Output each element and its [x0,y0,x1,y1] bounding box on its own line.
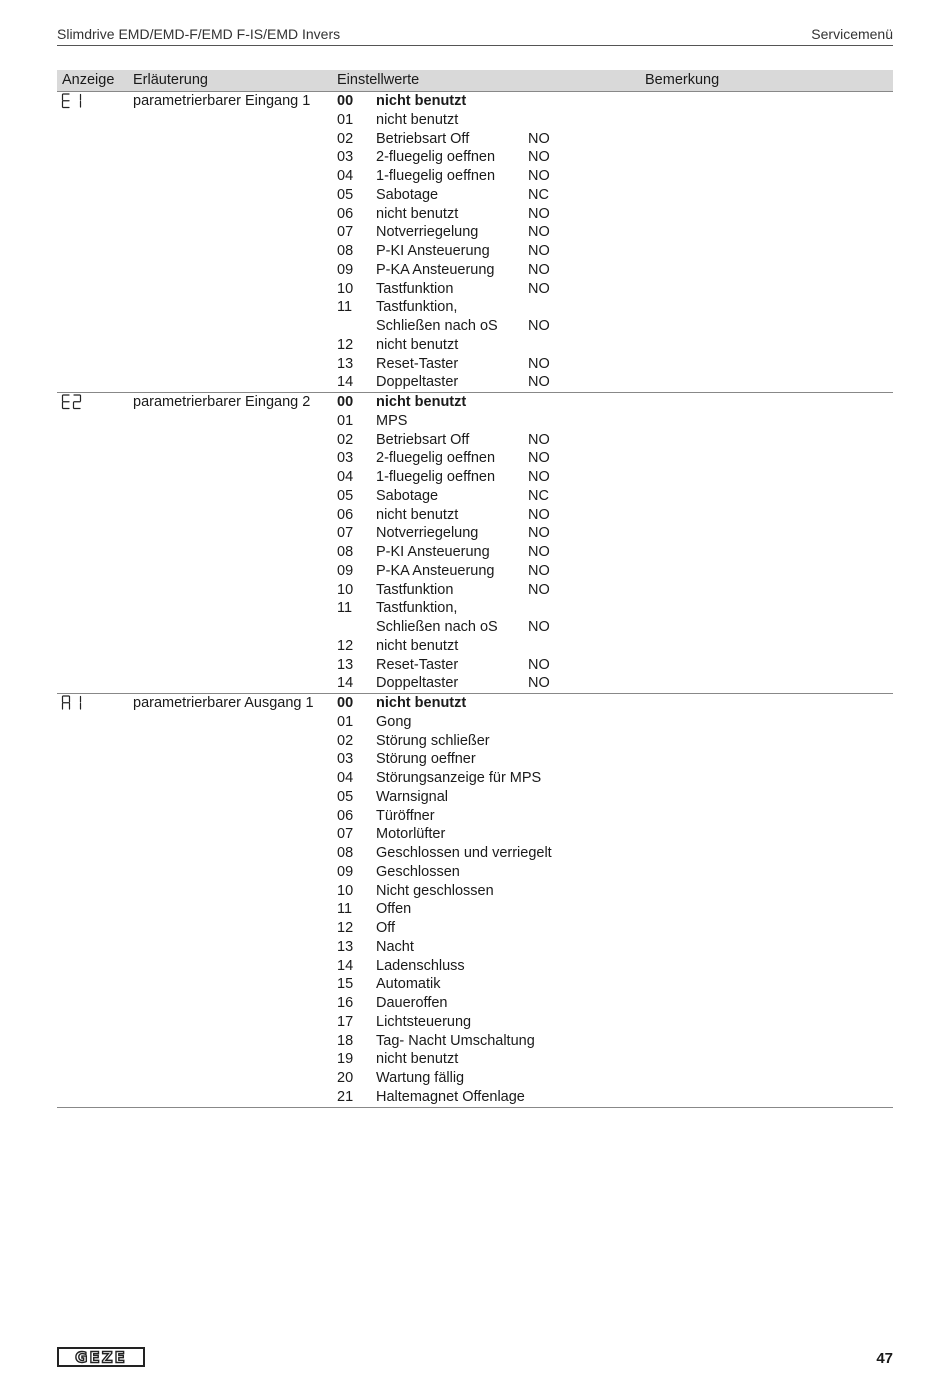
setting-label: P-KI Ansteuerung [376,243,490,259]
setting-label: Reset-Taster [376,656,459,673]
setting-label: nicht benutzt [376,637,459,654]
table-row [57,111,893,130]
setting-code: 09 [337,863,354,880]
contact-type: NO [528,374,550,391]
table-row [57,694,893,713]
setting-code: 13 [337,355,354,372]
setting-code: 00 [337,93,354,109]
section-title: Servicemenü [811,26,893,42]
contact-type: NO [528,205,550,222]
setting-code: 12 [337,336,354,353]
setting-label: Wartung fällig [376,1070,465,1086]
setting-code: 12 [337,920,354,936]
setting-label: nicht benutzt [376,336,459,353]
setting-label: Tastfunktion, [376,600,458,617]
table-row [57,242,893,261]
table-row [57,317,893,336]
setting-code: 03 [337,751,354,768]
table-row [57,618,893,637]
document-title: Slimdrive EMD/EMD-F/EMD F-IS/EMD Invers [57,26,341,42]
setting-label: Tastfunktion [376,581,454,598]
table-row [57,336,893,355]
setting-code: 14 [337,374,354,391]
table-row [57,524,893,543]
setting-code: 07 [337,525,354,542]
setting-code: 10 [337,280,354,297]
table-row [57,732,893,751]
table-row [57,186,893,205]
setting-label: Geschlossen [376,863,460,880]
contact-type: NO [528,525,550,542]
setting-code: 12 [337,637,354,654]
setting-label: Warnsignal [376,788,448,805]
setting-label: Nicht geschlossen [376,882,494,899]
parameter-group [57,92,893,393]
seven-segment-icon [61,393,83,410]
setting-code: 05 [337,186,354,203]
setting-code: 13 [337,656,354,673]
table-row [57,863,893,882]
setting-code: 20 [337,1070,354,1086]
contact-type: NO [528,224,550,241]
setting-code: 04 [337,469,354,485]
table-row [57,298,893,317]
table-row [57,994,893,1013]
setting-label: Automatik [376,976,441,993]
table-row [57,975,893,994]
table-row [57,205,893,224]
table-row [57,788,893,807]
table-row [57,355,893,374]
table-row [57,393,893,412]
setting-code: 08 [337,845,354,861]
table-row [57,1069,893,1088]
table-row [57,599,893,618]
contact-type: NO [528,506,550,523]
setting-label: Betriebsart Off [376,431,470,448]
setting-code: 05 [337,487,354,504]
setting-label: Motorlüfter [376,826,446,843]
column-header-anzeige: Anzeige [62,72,115,88]
setting-label: Haltemagnet Offenlage [376,1088,525,1105]
table-row [57,844,893,863]
contact-type: NO [528,619,550,635]
setting-label: Störung schließer [376,732,490,749]
table-row [57,637,893,656]
column-header-erlaeuterung: Erläuterung [133,72,208,88]
contact-type: NO [528,562,550,579]
table-row [57,713,893,732]
setting-label: Sabotage [376,487,439,504]
setting-label: nicht benutzt [376,205,459,222]
table-row [57,882,893,901]
contact-type: NC [528,487,549,504]
setting-label: Notverriegelung [376,525,479,542]
setting-label: Störung oeffner [376,751,476,768]
table-header [57,70,893,92]
page-number: 47 [876,1350,893,1367]
setting-code: 10 [337,581,354,598]
setting-code: 11 [337,901,353,918]
parameter-group [57,393,893,694]
setting-code: 01 [337,713,354,730]
table-row [57,449,893,468]
contact-type: NO [528,280,550,297]
setting-label: nicht benutzt [376,111,459,128]
contact-type: NO [528,450,550,467]
setting-code: 14 [337,675,354,692]
table-row [57,543,893,562]
setting-code: 08 [337,544,354,560]
table-row [57,656,893,675]
setting-label: nicht benutzt [376,394,467,410]
parameter-description: parametrierbarer Ausgang 1 [133,695,314,711]
setting-label: Sabotage [376,186,439,203]
setting-label: Off [376,920,396,936]
setting-code: 11 [337,600,353,617]
setting-code: 04 [337,770,354,786]
setting-code: 19 [337,1051,354,1068]
setting-code: 02 [337,732,354,749]
contact-type: NO [528,168,550,184]
setting-label: P-KA Ansteuerung [376,261,495,278]
contact-type: NO [528,656,550,673]
svg-text:GEZE: GEZE [75,1348,127,1367]
setting-label: 1-fluegelig oeffnen [376,469,496,485]
setting-label: 2-fluegelig oeffnen [376,450,496,467]
table-row [57,674,893,693]
table-row [57,412,893,431]
setting-code: 13 [337,938,354,955]
table-row [57,807,893,826]
setting-code: 16 [337,995,354,1011]
setting-code: 15 [337,976,354,993]
setting-label: Betriebsart Off [376,130,470,147]
parameter-description: parametrierbarer Eingang 1 [133,93,311,109]
setting-label: Störungsanzeige für MPS [376,770,542,786]
table-row [57,280,893,299]
setting-label: Lichtsteuerung [376,1013,472,1030]
table-row [57,957,893,976]
setting-code: 14 [337,957,354,974]
setting-code: 02 [337,130,354,147]
column-header-einstellwerte: Einstellwerte [337,72,420,88]
table-row [57,130,893,149]
table-row [57,167,893,186]
geze-logo [57,1347,145,1367]
table-row [57,825,893,844]
contact-type: NO [528,355,550,372]
setting-label: Daueroffen [376,995,448,1011]
setting-label: Türöffner [376,807,435,824]
setting-code: 02 [337,431,354,448]
setting-label: Schließen nach oS [376,619,498,635]
contact-type: NO [528,431,550,448]
setting-code: 01 [337,111,354,128]
table-row [57,938,893,957]
setting-label: 1-fluegelig oeffnen [376,168,496,184]
table-row [57,1032,893,1051]
setting-label: Nacht [376,938,414,955]
seven-segment-icon [61,92,83,109]
setting-label: Doppeltaster [376,675,459,692]
contact-type: NO [528,675,550,692]
parameter-group [57,694,893,1108]
setting-label: 2-fluegelig oeffnen [376,149,496,166]
setting-label: Ladenschluss [376,957,465,974]
table-row [57,1013,893,1032]
table-row [57,1088,893,1107]
setting-label: Offen [376,901,412,918]
page-header [57,25,893,46]
table-row [57,562,893,581]
table-row [57,487,893,506]
table-row [57,581,893,600]
setting-label: Geschlossen und verriegelt [376,845,552,861]
seven-segment-icon [61,694,83,711]
setting-code: 05 [337,788,354,805]
contact-type: NO [528,581,550,598]
table-row [57,261,893,280]
setting-label: Doppeltaster [376,374,459,391]
contact-type: NO [528,544,550,560]
setting-label: Tag- Nacht Umschaltung [376,1032,535,1049]
setting-label: nicht benutzt [376,1051,459,1068]
table-row [57,919,893,938]
setting-label: Tastfunktion, [376,299,458,316]
table-row [57,769,893,788]
contact-type: NC [528,186,549,203]
contact-type: NO [528,261,550,278]
setting-code: 06 [337,807,354,824]
setting-code: 00 [337,394,354,410]
table-row [57,148,893,167]
setting-label: P-KA Ansteuerung [376,562,495,579]
setting-code: 11 [337,299,353,316]
setting-code: 03 [337,149,354,166]
setting-code: 10 [337,882,354,899]
setting-code: 17 [337,1013,354,1030]
parameter-description: parametrierbarer Eingang 2 [133,394,311,410]
setting-code: 04 [337,168,354,184]
setting-code: 21 [337,1088,354,1105]
table-row [57,506,893,525]
setting-label: nicht benutzt [376,93,467,109]
contact-type: NO [528,130,550,147]
contact-type: NO [528,243,550,259]
setting-code: 18 [337,1032,354,1049]
setting-label: P-KI Ansteuerung [376,544,490,560]
column-header-bemerkung: Bemerkung [645,72,720,88]
table-row [57,900,893,919]
setting-label: Tastfunktion [376,280,454,297]
setting-code: 00 [337,695,354,711]
contact-type: NO [528,318,550,334]
setting-code: 09 [337,261,354,278]
table-row [57,468,893,487]
setting-label: Reset-Taster [376,355,459,372]
table-row [57,373,893,392]
setting-label: nicht benutzt [376,506,459,523]
table-row [57,750,893,769]
setting-code: 09 [337,562,354,579]
setting-label: nicht benutzt [376,695,467,711]
setting-label: Gong [376,713,412,730]
setting-code: 06 [337,205,354,222]
setting-code: 01 [337,412,354,429]
contact-type: NO [528,149,550,166]
table-row [57,431,893,450]
table-row [57,223,893,242]
setting-label: MPS [376,412,408,429]
setting-code: 03 [337,450,354,467]
parameter-table [57,92,893,1108]
setting-code: 07 [337,224,354,241]
contact-type: NO [528,469,550,485]
table-row [57,92,893,111]
setting-label: Notverriegelung [376,224,479,241]
table-row [57,1050,893,1069]
setting-code: 06 [337,506,354,523]
setting-code: 07 [337,826,354,843]
setting-code: 08 [337,243,354,259]
setting-label: Schließen nach oS [376,318,498,334]
